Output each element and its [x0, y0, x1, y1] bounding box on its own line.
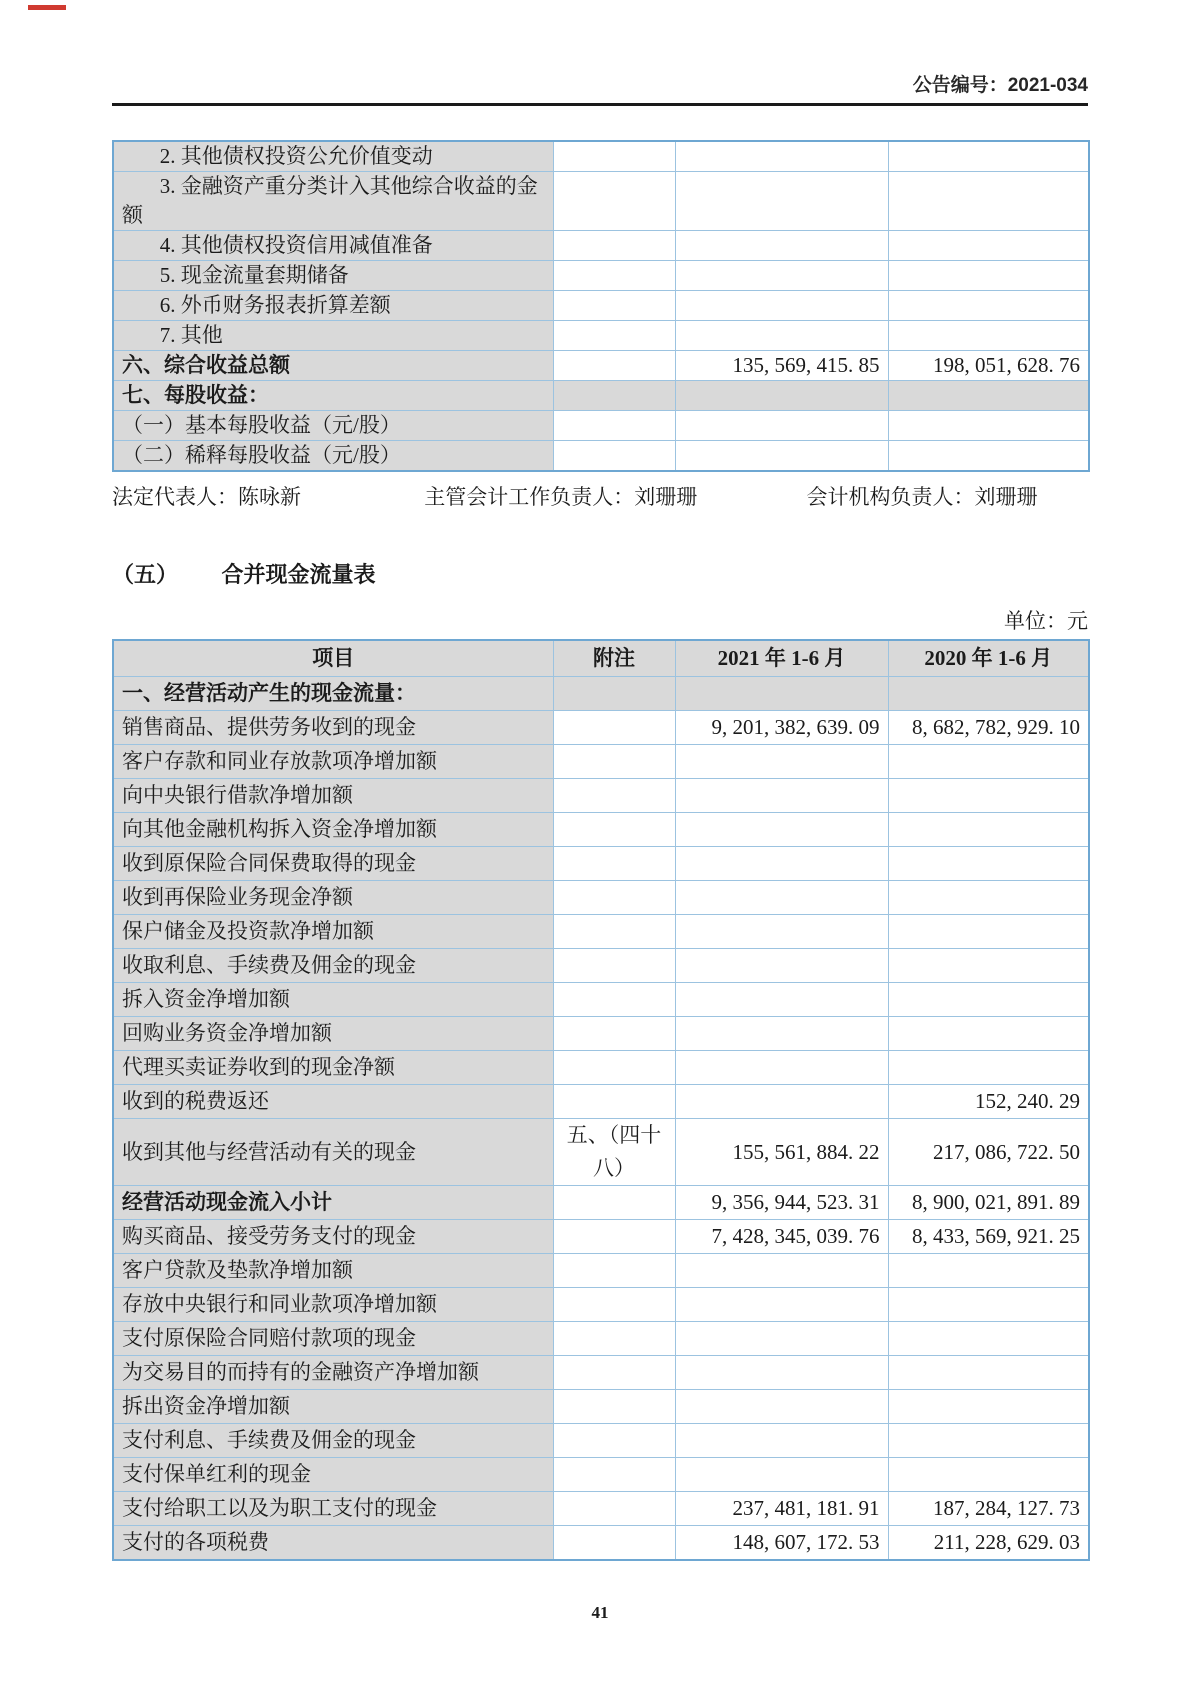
item-label-cell: 购买商品、接受劳务支付的现金	[113, 1220, 553, 1254]
value-2020-cell	[888, 231, 1089, 261]
item-label-cell: 销售商品、提供劳务收到的现金	[113, 711, 553, 745]
table-row	[113, 1288, 1089, 1322]
value-2021-cell	[675, 881, 888, 915]
value-2021-cell	[675, 1051, 888, 1085]
value-2020-cell: 198, 051, 628. 76	[888, 351, 1089, 381]
value-2020-cell	[888, 1017, 1089, 1051]
value-2020-cell: 211, 228, 629. 03	[888, 1526, 1089, 1561]
value-2020-cell	[888, 1356, 1089, 1390]
table-row	[113, 141, 1089, 172]
item-label-cell: 向其他金融机构拆入资金净增加额	[113, 813, 553, 847]
income-statement-table-wrap	[112, 140, 1088, 472]
value-2021-cell	[675, 1085, 888, 1119]
signature-line	[112, 482, 1088, 512]
note-cell	[553, 1492, 675, 1526]
value-2020-cell	[888, 915, 1089, 949]
value-2020-cell: 8, 433, 569, 921. 25	[888, 1220, 1089, 1254]
cash-flow-table	[112, 639, 1090, 1561]
table-row	[113, 381, 1089, 411]
value-2021-cell	[675, 231, 888, 261]
note-cell	[553, 231, 675, 261]
value-2021-cell: 237, 481, 181. 91	[675, 1492, 888, 1526]
note-cell	[553, 261, 675, 291]
note-cell	[553, 881, 675, 915]
table-row	[113, 1424, 1089, 1458]
note-cell	[553, 1322, 675, 1356]
value-2020-cell	[888, 1390, 1089, 1424]
value-2020-cell	[888, 677, 1089, 711]
item-label-cell: 支付利息、手续费及佣金的现金	[113, 1424, 553, 1458]
table-row	[113, 231, 1089, 261]
value-2021-cell	[675, 983, 888, 1017]
value-2021-cell	[675, 1322, 888, 1356]
value-2021-cell	[675, 381, 888, 411]
item-label-cell: 4. 其他债权投资信用减值准备	[113, 231, 553, 261]
table-row	[113, 1356, 1089, 1390]
note-cell	[553, 1220, 675, 1254]
value-2021-cell	[675, 1424, 888, 1458]
value-2020-cell	[888, 745, 1089, 779]
table-row	[113, 677, 1089, 711]
note-cell	[553, 172, 675, 231]
page-number: 41	[591, 1603, 609, 1622]
note-cell	[553, 1051, 675, 1085]
value-2020-cell	[888, 172, 1089, 231]
value-2020-cell	[888, 813, 1089, 847]
value-2021-cell	[675, 172, 888, 231]
value-2021-cell	[675, 915, 888, 949]
note-cell	[553, 1458, 675, 1492]
value-2020-cell	[888, 411, 1089, 441]
note-cell	[553, 351, 675, 381]
cash-flow-table-wrap	[112, 639, 1088, 1561]
section-number: （五）	[112, 562, 179, 587]
table-row	[113, 1186, 1089, 1220]
note-cell	[553, 915, 675, 949]
value-2020-cell: 8, 900, 021, 891. 89	[888, 1186, 1089, 1220]
note-cell	[553, 813, 675, 847]
value-2021-cell	[675, 441, 888, 472]
table-row	[113, 949, 1089, 983]
value-2020-cell	[888, 983, 1089, 1017]
item-label-cell: 3. 金融资产重分类计入其他综合收益的金额	[113, 172, 553, 231]
value-2020-cell	[888, 441, 1089, 472]
item-label-cell: 支付的各项税费	[113, 1526, 553, 1561]
accounting-department-head: 会计机构负责人：刘珊珊	[806, 485, 1038, 509]
value-2020-cell	[888, 261, 1089, 291]
table-row	[113, 1051, 1089, 1085]
note-cell	[553, 1017, 675, 1051]
table-row	[113, 351, 1089, 381]
note-cell	[553, 847, 675, 881]
table-row	[113, 291, 1089, 321]
table-row	[113, 1017, 1089, 1051]
value-2021-cell	[675, 291, 888, 321]
note-cell	[553, 983, 675, 1017]
scan-artifact-mark	[28, 5, 66, 10]
note-cell	[553, 1254, 675, 1288]
value-2021-cell	[675, 677, 888, 711]
note-cell	[553, 1526, 675, 1561]
value-2020-cell	[888, 1254, 1089, 1288]
note-cell	[553, 141, 675, 172]
value-2021-cell	[675, 1254, 888, 1288]
value-2021-cell: 9, 356, 944, 523. 31	[675, 1186, 888, 1220]
value-2021-cell	[675, 1390, 888, 1424]
value-2021-cell	[675, 411, 888, 441]
note-cell	[553, 1085, 675, 1119]
table-row	[113, 711, 1089, 745]
note-cell	[553, 441, 675, 472]
item-label-cell: 7. 其他	[113, 321, 553, 351]
value-2020-cell	[888, 847, 1089, 881]
value-2020-cell: 217, 086, 722. 50	[888, 1119, 1089, 1186]
column-header-note: 附注	[553, 640, 675, 677]
note-cell	[553, 1288, 675, 1322]
note-cell	[553, 1356, 675, 1390]
note-cell	[553, 1186, 675, 1220]
item-label-cell: 存放中央银行和同业款项净增加额	[113, 1288, 553, 1322]
table-header-row	[113, 640, 1089, 677]
note-cell	[553, 711, 675, 745]
value-2020-cell	[888, 141, 1089, 172]
value-2021-cell	[675, 847, 888, 881]
item-label-cell: 5. 现金流量套期储备	[113, 261, 553, 291]
item-label-cell: 支付原保险合同赔付款项的现金	[113, 1322, 553, 1356]
table-row	[113, 1119, 1089, 1186]
item-label-cell: （一）基本每股收益（元/股）	[113, 411, 553, 441]
value-2021-cell: 9, 201, 382, 639. 09	[675, 711, 888, 745]
value-2020-cell	[888, 949, 1089, 983]
column-header-2020: 2020 年 1-6 月	[888, 640, 1089, 677]
note-cell	[553, 779, 675, 813]
table-row	[113, 847, 1089, 881]
item-label-cell: 为交易目的而持有的金融资产净增加额	[113, 1356, 553, 1390]
value-2020-cell	[888, 1322, 1089, 1356]
value-2021-cell	[675, 1356, 888, 1390]
item-label-cell: （二）稀释每股收益（元/股）	[113, 441, 553, 472]
table-row	[113, 411, 1089, 441]
value-2021-cell	[675, 141, 888, 172]
value-2020-cell	[888, 381, 1089, 411]
value-2021-cell	[675, 1288, 888, 1322]
table-row	[113, 1085, 1089, 1119]
value-2020-cell	[888, 1051, 1089, 1085]
item-label-cell: 向中央银行借款净增加额	[113, 779, 553, 813]
value-2021-cell	[675, 261, 888, 291]
chief-accounting-officer: 主管会计工作负责人：刘珊珊	[424, 485, 698, 509]
item-label-cell: 六、综合收益总额	[113, 351, 553, 381]
item-label-cell: 支付保单红利的现金	[113, 1458, 553, 1492]
item-label-cell: 七、每股收益：	[113, 381, 553, 411]
note-cell	[553, 1390, 675, 1424]
item-label-cell: 收到原保险合同保费取得的现金	[113, 847, 553, 881]
note-cell	[553, 745, 675, 779]
item-label-cell: 回购业务资金净增加额	[113, 1017, 553, 1051]
item-label-cell: 2. 其他债权投资公允价值变动	[113, 141, 553, 172]
value-2020-cell	[888, 321, 1089, 351]
column-header-2021: 2021 年 1-6 月	[675, 640, 888, 677]
value-2021-cell	[675, 779, 888, 813]
table-row	[113, 881, 1089, 915]
unit-label: 单位：元	[1004, 609, 1088, 633]
note-cell	[553, 949, 675, 983]
value-2020-cell	[888, 1458, 1089, 1492]
section-name: 合并现金流量表	[221, 562, 376, 587]
table-row	[113, 983, 1089, 1017]
table-row	[113, 813, 1089, 847]
item-label-cell: 经营活动现金流入小计	[113, 1186, 553, 1220]
announcement-number: 公告编号：2021-034	[112, 0, 1088, 106]
value-2020-cell	[888, 1288, 1089, 1322]
value-2021-cell	[675, 745, 888, 779]
item-label-cell: 拆出资金净增加额	[113, 1390, 553, 1424]
value-2021-cell	[675, 1458, 888, 1492]
table-row	[113, 745, 1089, 779]
value-2021-cell	[675, 321, 888, 351]
item-label-cell: 支付给职工以及为职工支付的现金	[113, 1492, 553, 1526]
table-row	[113, 1254, 1089, 1288]
value-2020-cell: 187, 284, 127. 73	[888, 1492, 1089, 1526]
item-label-cell: 客户贷款及垫款净增加额	[113, 1254, 553, 1288]
value-2021-cell	[675, 949, 888, 983]
item-label-cell: 客户存款和同业存放款项净增加额	[113, 745, 553, 779]
item-label-cell: 收到的税费返还	[113, 1085, 553, 1119]
value-2021-cell: 135, 569, 415. 85	[675, 351, 888, 381]
value-2020-cell	[888, 291, 1089, 321]
value-2020-cell	[888, 779, 1089, 813]
value-2020-cell	[888, 1424, 1089, 1458]
value-2020-cell: 8, 682, 782, 929. 10	[888, 711, 1089, 745]
table-row	[113, 261, 1089, 291]
note-cell	[553, 1424, 675, 1458]
table-row	[113, 1322, 1089, 1356]
note-cell	[553, 381, 675, 411]
item-label-cell: 拆入资金净增加额	[113, 983, 553, 1017]
value-2021-cell: 155, 561, 884. 22	[675, 1119, 888, 1186]
item-label-cell: 收到再保险业务现金净额	[113, 881, 553, 915]
table-row	[113, 915, 1089, 949]
table-row	[113, 1390, 1089, 1424]
value-2021-cell: 148, 607, 172. 53	[675, 1526, 888, 1561]
table-row	[113, 1458, 1089, 1492]
table-row	[113, 441, 1089, 472]
item-label-cell: 收到其他与经营活动有关的现金	[113, 1119, 553, 1186]
note-cell	[553, 321, 675, 351]
value-2021-cell	[675, 1017, 888, 1051]
item-label-cell: 保户储金及投资款净增加额	[113, 915, 553, 949]
page-content	[112, 0, 1088, 1623]
table-row	[113, 172, 1089, 231]
note-cell	[553, 411, 675, 441]
table-row	[113, 1220, 1089, 1254]
value-2020-cell: 152, 240. 29	[888, 1085, 1089, 1119]
value-2021-cell: 7, 428, 345, 039. 76	[675, 1220, 888, 1254]
table-row	[113, 1526, 1089, 1561]
table-row	[113, 1492, 1089, 1526]
table-row	[113, 779, 1089, 813]
item-label-cell: 代理买卖证券收到的现金净额	[113, 1051, 553, 1085]
note-cell	[553, 677, 675, 711]
legal-representative: 法定代表人：陈咏新	[112, 485, 301, 509]
value-2021-cell	[675, 813, 888, 847]
item-label-cell: 一、经营活动产生的现金流量：	[113, 677, 553, 711]
column-header-item: 项目	[113, 640, 553, 677]
note-cell	[553, 291, 675, 321]
income-statement-table	[112, 140, 1090, 472]
value-2020-cell	[888, 881, 1089, 915]
item-label-cell: 6. 外币财务报表折算差额	[113, 291, 553, 321]
table-row	[113, 321, 1089, 351]
section-title	[112, 558, 1088, 589]
note-cell: 五、（四十八）	[553, 1119, 675, 1186]
item-label-cell: 收取利息、手续费及佣金的现金	[113, 949, 553, 983]
